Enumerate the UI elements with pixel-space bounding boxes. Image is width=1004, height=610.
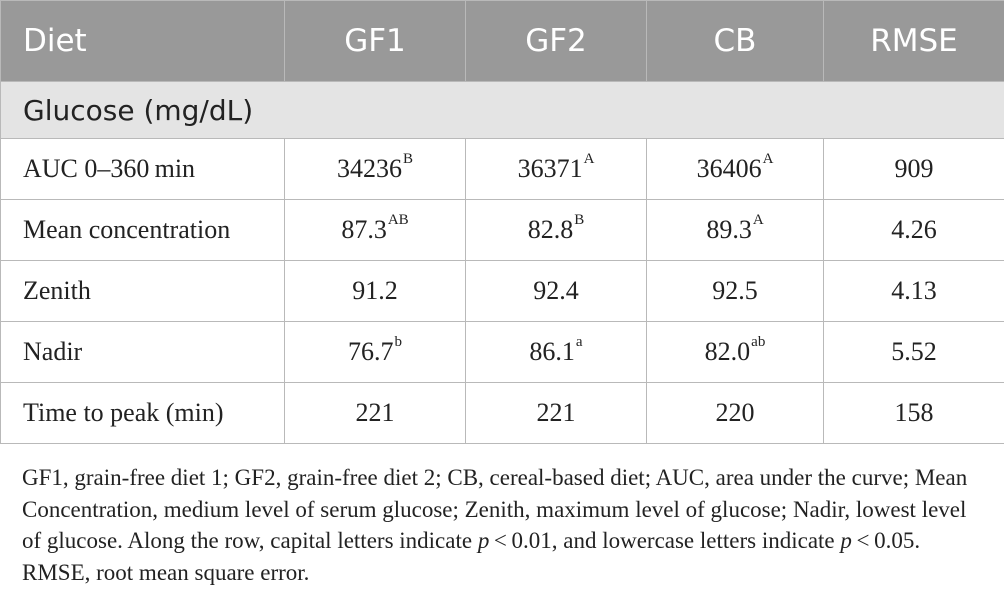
row-label: AUC 0–360 min	[1, 139, 285, 200]
cell-value: 4.26	[891, 215, 937, 244]
cell-rmse	[824, 383, 1004, 444]
cell-value: 220	[715, 398, 755, 427]
cell-value: 82.0	[704, 337, 751, 366]
row-label: Zenith	[1, 261, 285, 322]
cell-value: 909	[894, 154, 934, 183]
significance-letter: AB	[387, 212, 409, 228]
table-row	[1, 322, 1004, 383]
significance-letter: b	[394, 334, 402, 350]
significance-letter: A	[752, 212, 764, 228]
cell-value: 158	[894, 398, 934, 427]
cell-rmse	[824, 322, 1004, 383]
cell-gf2	[466, 261, 647, 322]
header-rmse: RMSE	[824, 1, 1004, 82]
significance-letter: B	[402, 151, 413, 167]
cell-cb	[647, 322, 824, 383]
cell-value: 36371	[517, 154, 583, 183]
cell-gf1	[285, 139, 466, 200]
cell-rmse	[824, 139, 1004, 200]
cell-gf1	[285, 200, 466, 261]
footnote-text: < 0.01, and lowercase letters indicate	[489, 528, 841, 553]
p-symbol: p	[477, 528, 490, 553]
cell-gf1	[285, 322, 466, 383]
cell-value: 5.52	[891, 337, 937, 366]
cell-rmse	[824, 261, 1004, 322]
cell-cb	[647, 200, 824, 261]
footnote-text: < 0.05. RMSE, root mean square error.	[22, 528, 921, 585]
cell-gf2	[466, 383, 647, 444]
p-symbol: p	[840, 528, 852, 553]
header-gf1: GF1	[285, 1, 466, 82]
row-label: Nadir	[1, 322, 285, 383]
significance-letter: B	[574, 212, 585, 228]
table-row	[1, 261, 1004, 322]
cell-gf2	[466, 322, 647, 383]
cell-value: 34236	[336, 154, 402, 183]
cell-gf1	[285, 261, 466, 322]
cell-value: 4.13	[891, 276, 937, 305]
table-row	[1, 139, 1004, 200]
cell-cb	[647, 139, 824, 200]
table-row	[1, 383, 1004, 444]
significance-letter: A	[762, 151, 774, 167]
cell-cb	[647, 261, 824, 322]
cell-cb	[647, 383, 824, 444]
cell-value: 76.7	[348, 337, 394, 366]
cell-value: 87.3	[341, 215, 387, 244]
cell-value: 89.3	[706, 215, 752, 244]
header-cb: CB	[647, 1, 824, 82]
cell-value: 221	[536, 398, 576, 427]
cell-value: 92.5	[712, 276, 758, 305]
header-diet: Diet	[1, 1, 285, 82]
cell-rmse	[824, 200, 1004, 261]
table-footnote	[22, 462, 990, 588]
cell-gf2	[466, 139, 647, 200]
cell-gf1	[285, 383, 466, 444]
significance-letter: A	[583, 151, 595, 167]
cell-value: 82.8	[527, 215, 574, 244]
cell-value: 221	[355, 398, 395, 427]
table-row	[1, 200, 1004, 261]
row-label: Time to peak (min)	[1, 383, 285, 444]
significance-letter: ab	[751, 334, 766, 350]
cell-value: 36406	[696, 154, 762, 183]
cell-value: 91.2	[352, 276, 398, 305]
header-row	[1, 1, 1004, 82]
cell-gf2	[466, 200, 647, 261]
cell-value: 92.4	[533, 276, 579, 305]
row-label: Mean concentration	[1, 200, 285, 261]
header-gf2: GF2	[466, 1, 647, 82]
cell-value: 86.1	[529, 337, 575, 366]
significance-letter: a	[575, 334, 583, 350]
section-row	[1, 82, 1004, 139]
footnote-text: GF1, grain-free diet 1; GF2, grain-free diet 2; CB, cereal-based diet; AUC, area under the curve; Mean Concentration, medium level of serum glucose; Zenith, maximum level of glucose; Nadir, lowest level of glucose. Along the row, capital letters indicate	[22, 465, 968, 553]
section-title: Glucose (mg/dL)	[1, 82, 1004, 139]
